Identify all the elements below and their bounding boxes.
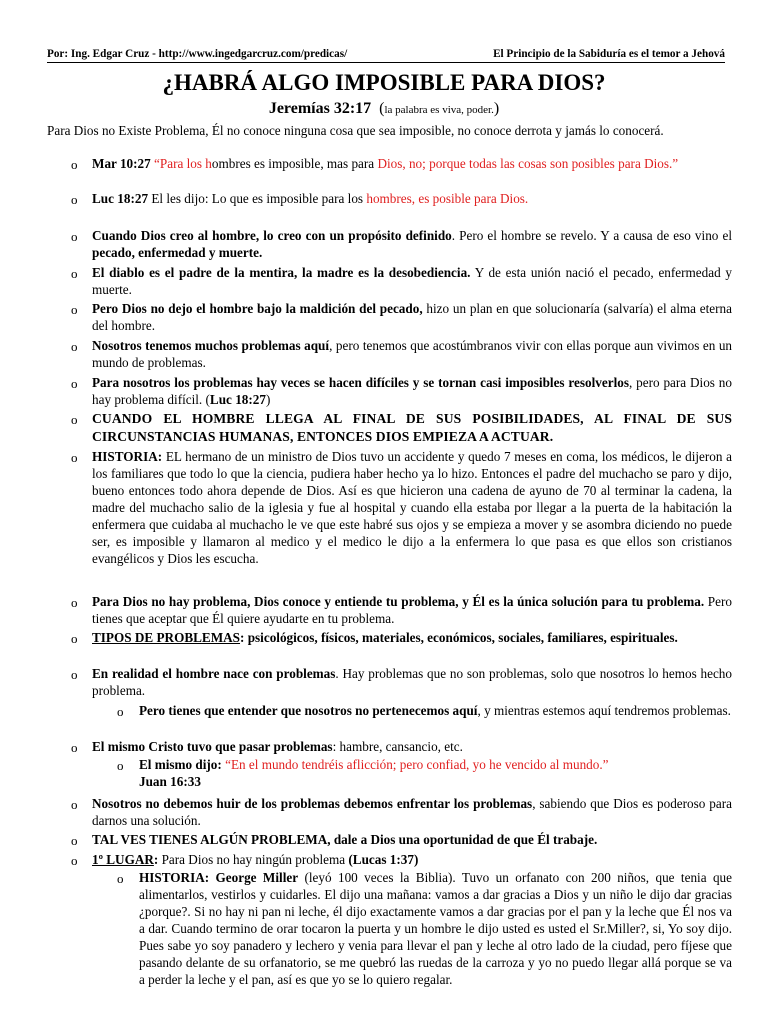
bullet-marker: o	[71, 412, 78, 427]
sub-bullet-marker: o	[117, 758, 124, 773]
list-item: El diablo es el padre de la mentira, la madre es la desobediencia. Y de esta unión nació el pecado, enfermedad y muerte.	[92, 265, 732, 297]
list-item: Nosotros no debemos huir de los problemas debemos enfrentar los problemas, sabiendo que Dios es poderoso para darnos una solución.	[92, 796, 732, 828]
bullet-marker: o	[71, 797, 78, 812]
bullet-marker: o	[71, 853, 78, 868]
list-item: Para nosotros los problemas hay veces se hacen difíciles y se tornan casi imposibles resolverlos, pero para Dios no hay problema difícil. (Luc 18:27)	[92, 375, 732, 407]
bullet-marker: o	[71, 302, 78, 317]
page-title: ¿HABRÁ ALGO IMPOSIBLE PARA DIOS?	[162, 70, 606, 95]
sub-list-item: El mismo dijo: “En el mundo tendréis aflicción; pero confiad, yo he vencido al mundo.” Juan 16:33	[139, 757, 609, 789]
page-header	[47, 46, 725, 63]
list-item: Cuando Dios creo al hombre, lo creo con un propósito definido. Pero el hombre se revelo. Y a causa de eso vino el pecado, enfermedad y muerte.	[92, 228, 732, 260]
bullet-marker: o	[71, 740, 78, 755]
sub-bullet-marker: o	[117, 704, 124, 719]
bullet-marker: o	[71, 157, 78, 172]
bullet-marker: o	[71, 595, 78, 610]
bullet-marker: o	[71, 667, 78, 682]
sub-bullet-marker: o	[117, 871, 124, 886]
header-theme: El Principio de la Sabiduría es el temor a Jehová	[493, 48, 725, 60]
bullet-marker: o	[71, 192, 78, 207]
sub-list-item: Pero tienes que entender que nosotros no pertenecemos aquí, y mientras estemos aquí tendremos problemas.	[139, 703, 731, 718]
bullet-marker: o	[71, 266, 78, 281]
bullet-marker: o	[71, 450, 78, 465]
intro-paragraph: Para Dios no Existe Problema, Él no conoce ninguna cosa que sea imposible, no conoce derrota y jamás lo conocerá.	[47, 123, 664, 138]
list-item: Para Dios no hay problema, Dios conoce y entiende tu problema, y Él es la única solución para tu problema. Pero tienes que aceptar que Él quiere ayudarte en tu problema.	[92, 594, 732, 626]
bullet-marker: o	[71, 339, 78, 354]
list-item: 1º LUGAR: Para Dios no hay ningún problema (Lucas 1:37)	[92, 852, 419, 867]
list-item: El mismo Cristo tuvo que pasar problemas: hambre, cansancio, etc.	[92, 739, 463, 754]
subtitle: Jeremías 32:17 (la palabra es viva, poder.)	[268, 100, 500, 117]
header-author: Por: Ing. Edgar Cruz - http://www.ingedgarcruz.com/predicas/	[47, 48, 348, 60]
bullet-marker: o	[71, 631, 78, 646]
list-item: TIPOS DE PROBLEMAS: psicológicos, físicos, materiales, económicos, sociales, familiares, espirituales.	[92, 630, 678, 645]
bullet-marker: o	[71, 229, 78, 244]
bullet-marker: o	[71, 376, 78, 391]
scripture-reference: Jeremías 32:17	[268, 100, 372, 117]
list-item: En realidad el hombre nace con problemas. Hay problemas que no son problemas, solo que nosotros lo hemos hecho problema.	[92, 666, 732, 698]
list-item-luc: Luc 18:27 El les dijo: Lo que es imposible para los hombres, es posible para Dios.	[92, 191, 529, 206]
list-item-caps: CUANDO EL HOMBRE LLEGA AL FINAL DE SUS POSIBILIDADES, AL FINAL DE SUS CIRCUNSTANCIAS HUMANAS, ENTONCES DIOS EMPIEZA A ACTUAR.	[92, 411, 732, 444]
subtitle-note: la palabra es viva, poder.	[384, 104, 494, 116]
scripture-reference: Juan 16:33	[139, 774, 201, 789]
bullet-marker: o	[71, 833, 78, 848]
list-item-mar: Mar 10:27 “Para los hombres es imposible, mas para Dios, no; porque todas las cosas son posibles para Dios.”	[92, 156, 679, 171]
list-item: Pero Dios no dejo el hombre bajo la maldición del pecado, hizo un plan en que solucionaría (salvaría) el alma eterna del hombre.	[92, 301, 732, 333]
sub-list-item-historia: HISTORIA: George Miller (leyó 100 veces la Biblia). Tuvo un orfanato con 200 niños, que tenia que alimentarlos, vestirlos y cuidarles. El dijo una mañana: vamos a dar gracias a Dios y un niño le dijo dar gracias ¿porque?. Si no hay ni pan ni leche, él dijo exactamente vamos a dar gracias por el pan y la leche que Él nos va a dar. Cuando termino de orar tocaron la puerta y un hombre le dijo usted es usted el Sr.Miller?, si, Yo soy dijo. Pues sabe yo soy panadero y lechero y venia para llevar el pan y leche al otro lado de la ciudad, pero fíjese que pasando delante de su orfanatorio, se me quebró las ruedas de la carroza y yo no puedo llegar allá porque se va a perder la leche y el pan, así es que yo se lo quiero regalar.	[139, 870, 733, 987]
list-item: TAL VES TIENES ALGÚN PROBLEMA, dale a Dios una oportunidad de que Él trabaje.	[92, 832, 598, 847]
list-item-historia: HISTORIA: EL hermano de un ministro de Dios tuvo un accidente y quedo 7 meses en coma, los médicos, le dijeron a los familiares que todo lo que la ciencia, pudiera haber hecho ya lo hizo. Entonces el padre del muchacho se paro y dijo, bueno entonces todo ahora depende de Dios. Así es que hicieron una cadena de ayuno de 70 al terminar la cadena, la madre del muchacho salio de la iglesia y fue al hospital y cuando ella estaba por llegar a la puerta de la habitación la enfermera que cuidaba al muchacho le ve que este habré sus ojos y se empieza a mover y se asombra diciendo no puede ser, es imposible y llamaron al medico y el medico le dijo a la enfermera lo que pasa es que ellos son cristianos evangélicos y Dios les escucha.	[92, 449, 732, 566]
list-item: Nosotros tenemos muchos problemas aquí, pero tenemos que acostúmbranos vivir con ellas porque aun vivimos en un mundo de problemas.	[92, 338, 733, 370]
